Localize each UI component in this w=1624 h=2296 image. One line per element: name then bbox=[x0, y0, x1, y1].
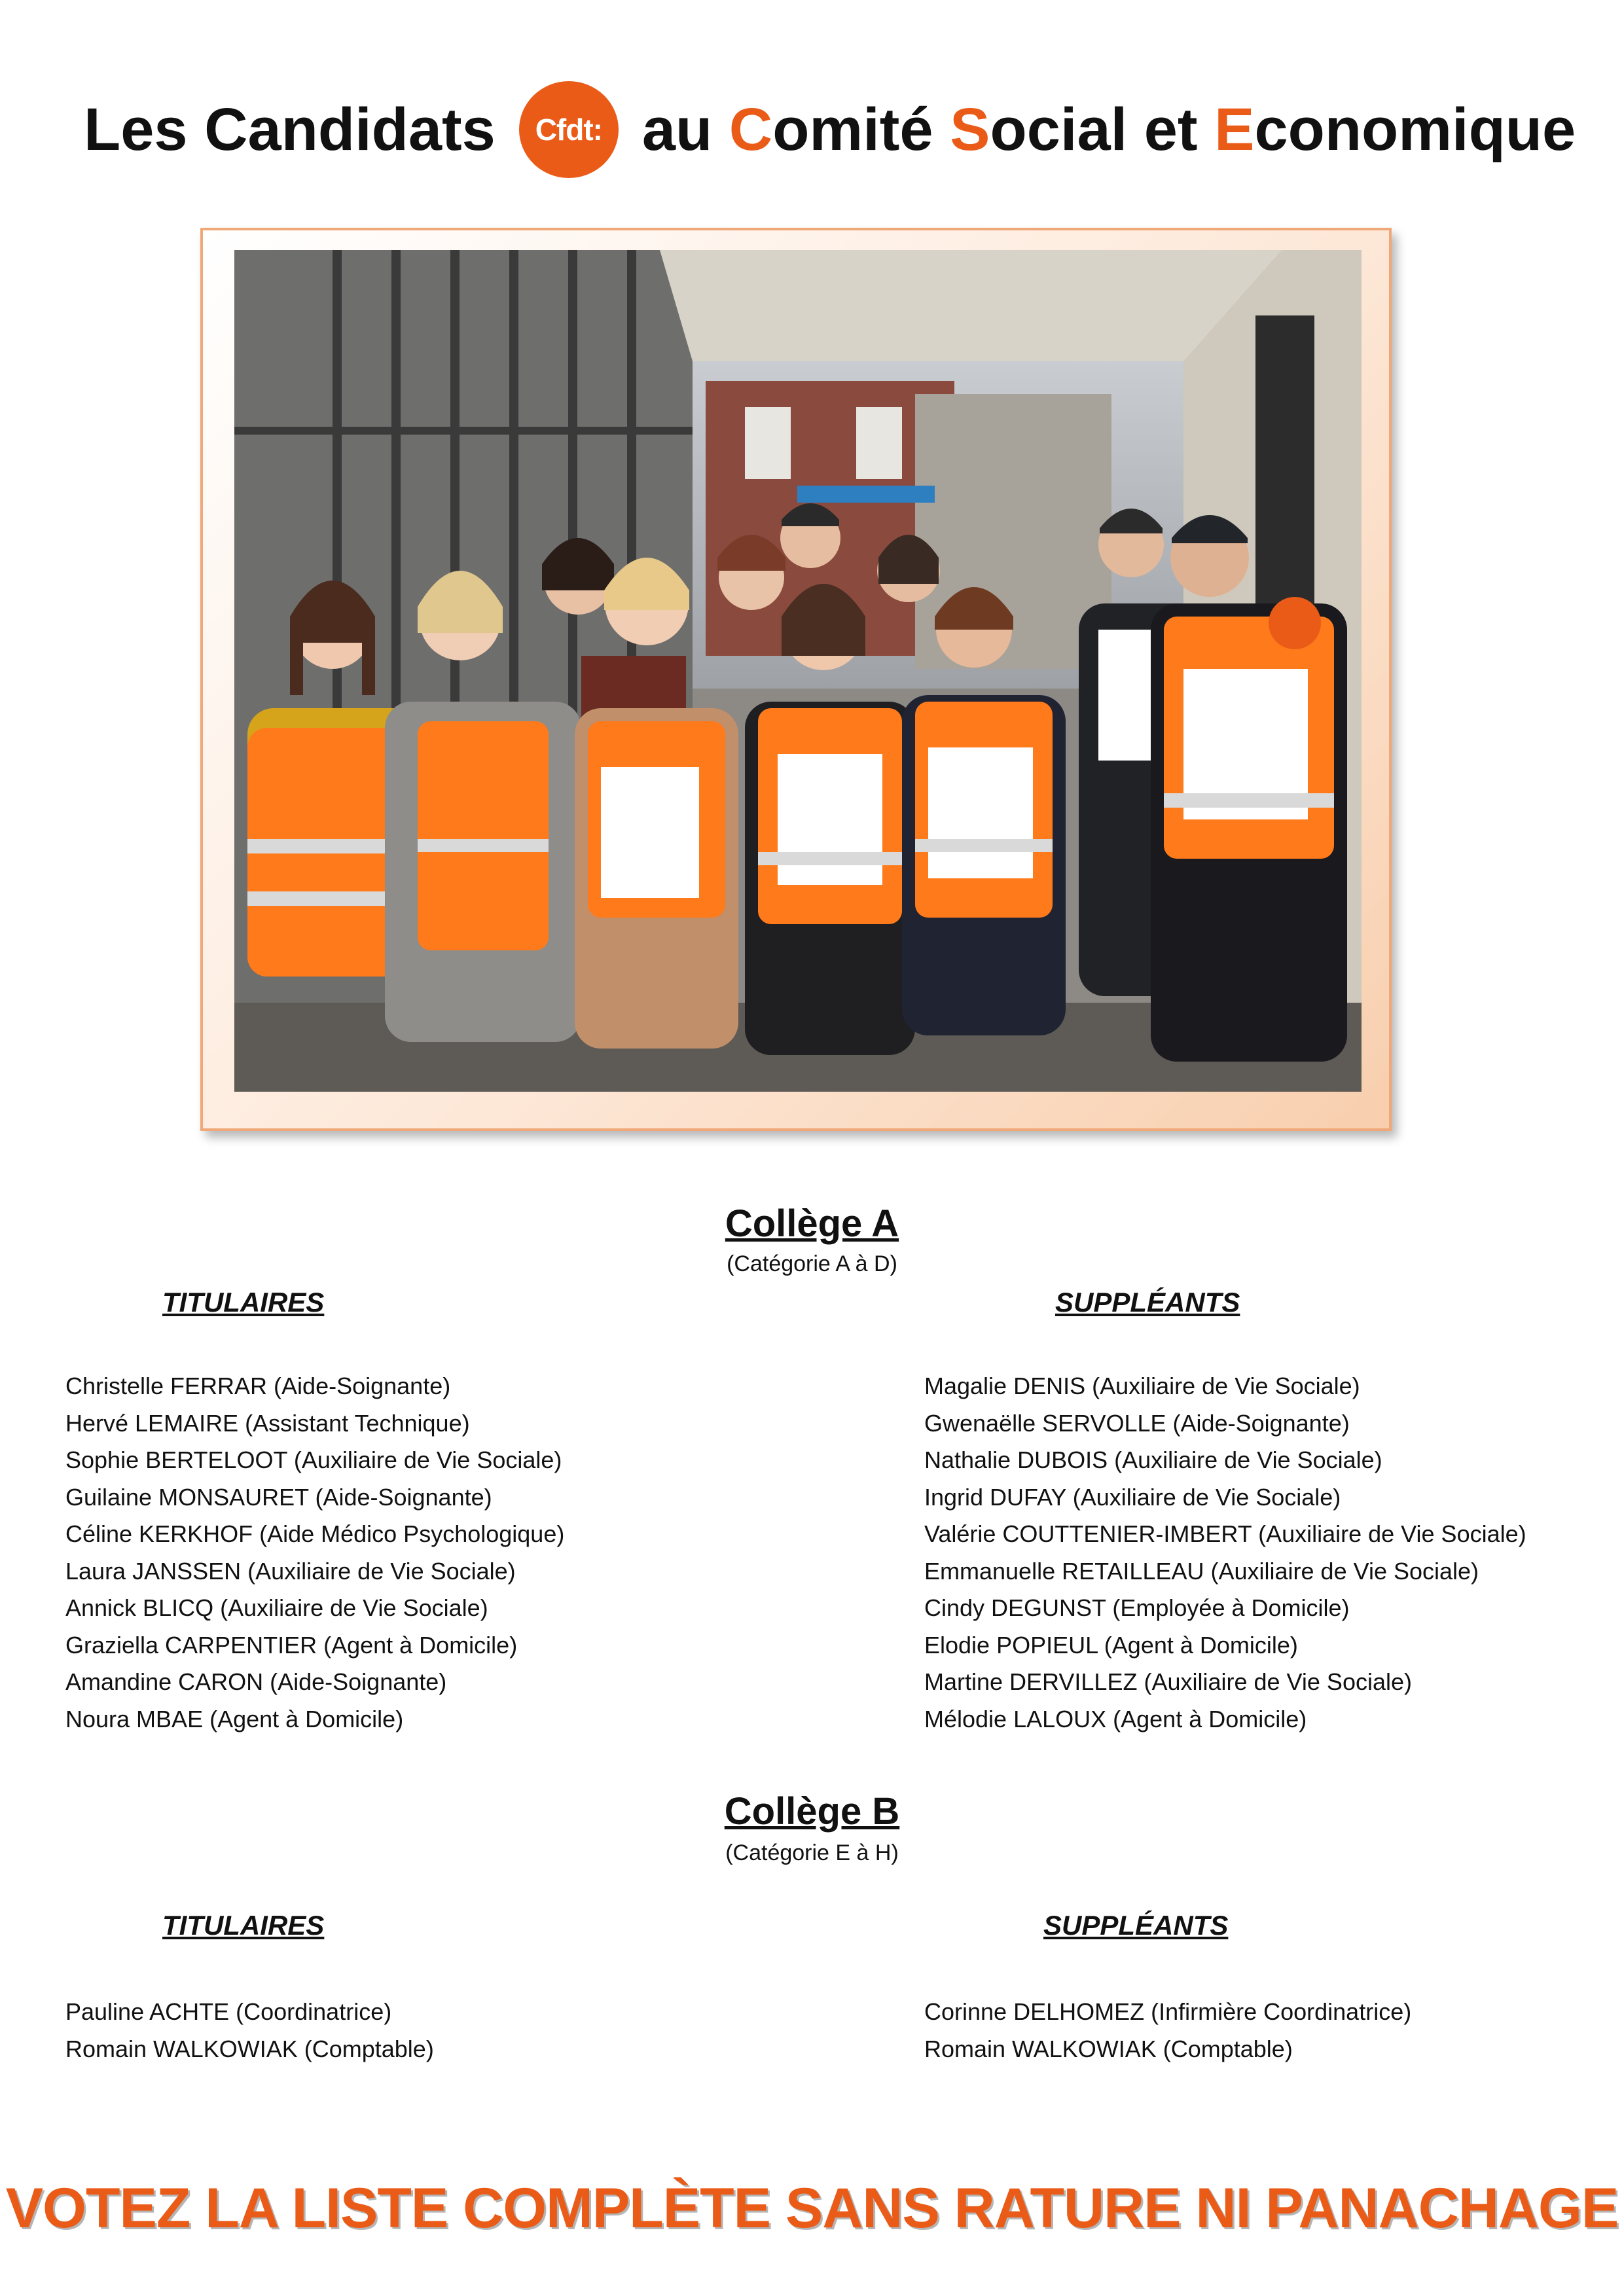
page-title bbox=[84, 84, 1576, 175]
candidate-item: Gwenaëlle SERVOLLE (Aide-Soignante) bbox=[924, 1409, 1350, 1437]
vote-slogan: VOTEZ LA LISTE COMPLÈTE SANS RATURE NI PANACHAGE bbox=[5, 2177, 1619, 2240]
candidate-item: Corinne DELHOMEZ (Infirmière Coordinatrice) bbox=[924, 1998, 1412, 2025]
group-photo bbox=[234, 250, 1362, 1092]
title-rest bbox=[642, 96, 1576, 164]
title-segment: conomique bbox=[1254, 96, 1576, 163]
candidate-item: Mélodie LALOUX (Agent à Domicile) bbox=[924, 1705, 1307, 1732]
candidate-item: Romain WALKOWIAK (Comptable) bbox=[65, 2036, 434, 2062]
title-segment: ocial et bbox=[990, 96, 1215, 163]
title-accent-letter: C bbox=[729, 96, 773, 163]
college-a-title: Collège A bbox=[725, 1202, 899, 1245]
candidate-item: Amandine CARON (Aide-Soignante) bbox=[65, 1668, 447, 1695]
candidate-item: Magalie DENIS (Auxiliaire de Vie Sociale) bbox=[924, 1372, 1360, 1399]
candidate-item: Graziella CARPENTIER (Agent à Domicile) bbox=[65, 1631, 518, 1659]
college-b-suppleants-heading: SUPPLÉANTS bbox=[1043, 1910, 1229, 1941]
candidate-item: Sophie BERTELOOT (Auxiliaire de Vie Sociale) bbox=[65, 1446, 562, 1473]
candidate-item: Christelle FERRAR (Aide-Soignante) bbox=[65, 1372, 451, 1399]
candidate-item: Céline KERKHOF (Aide Médico Psychologique) bbox=[65, 1520, 565, 1547]
candidate-item: Romain WALKOWIAK (Comptable) bbox=[924, 2036, 1293, 2062]
candidate-item: Emmanuelle RETAILLEAU (Auxiliaire de Vie Sociale) bbox=[924, 1557, 1479, 1585]
candidate-item: Valérie COUTTENIER-IMBERT (Auxiliaire de Vie Sociale) bbox=[924, 1520, 1526, 1547]
candidate-item: Ingrid DUFAY (Auxiliaire de Vie Sociale) bbox=[924, 1483, 1341, 1511]
candidate-item: Martine DERVILLEZ (Auxiliaire de Vie Sociale) bbox=[924, 1668, 1412, 1695]
college-a-suppleants-heading: SUPPLÉANTS bbox=[1055, 1287, 1240, 1318]
title-accent-letter: E bbox=[1214, 96, 1255, 163]
college-a-subtitle: (Catégorie A à D) bbox=[727, 1251, 897, 1276]
cfdt-logo bbox=[519, 81, 619, 178]
candidate-item: Noura MBAE (Agent à Domicile) bbox=[65, 1705, 404, 1732]
candidate-item: Pauline ACHTE (Coordinatrice) bbox=[65, 1998, 392, 2025]
candidate-item: Laura JANSSEN (Auxiliaire de Vie Sociale) bbox=[65, 1557, 516, 1585]
cfdt-logo-text: Cfdt: bbox=[535, 113, 602, 147]
candidate-item: Hervé LEMAIRE (Assistant Technique) bbox=[65, 1409, 470, 1437]
candidate-item: Guilaine MONSAURET (Aide-Soignante) bbox=[65, 1483, 492, 1511]
candidate-item: Nathalie DUBOIS (Auxiliaire de Vie Sociale) bbox=[924, 1446, 1382, 1473]
college-b-subtitle: (Catégorie E à H) bbox=[725, 1840, 899, 1865]
title-segment: omité bbox=[772, 96, 950, 163]
title-lead: Les Candidats bbox=[84, 96, 496, 163]
candidate-item: Elodie POPIEUL (Agent à Domicile) bbox=[924, 1631, 1298, 1659]
title-segment: au bbox=[641, 96, 729, 163]
candidate-item: Annick BLICQ (Auxiliaire de Vie Sociale) bbox=[65, 1594, 488, 1621]
title-accent-letter: S bbox=[950, 96, 990, 163]
candidate-item: Cindy DEGUNST (Employée à Domicile) bbox=[924, 1594, 1350, 1621]
college-a-titulaires-heading: TITULAIRES bbox=[162, 1287, 325, 1318]
college-b-titulaires-heading: TITULAIRES bbox=[162, 1910, 325, 1941]
photo-frame bbox=[200, 228, 1392, 1131]
college-b-title: Collège B bbox=[724, 1790, 900, 1833]
